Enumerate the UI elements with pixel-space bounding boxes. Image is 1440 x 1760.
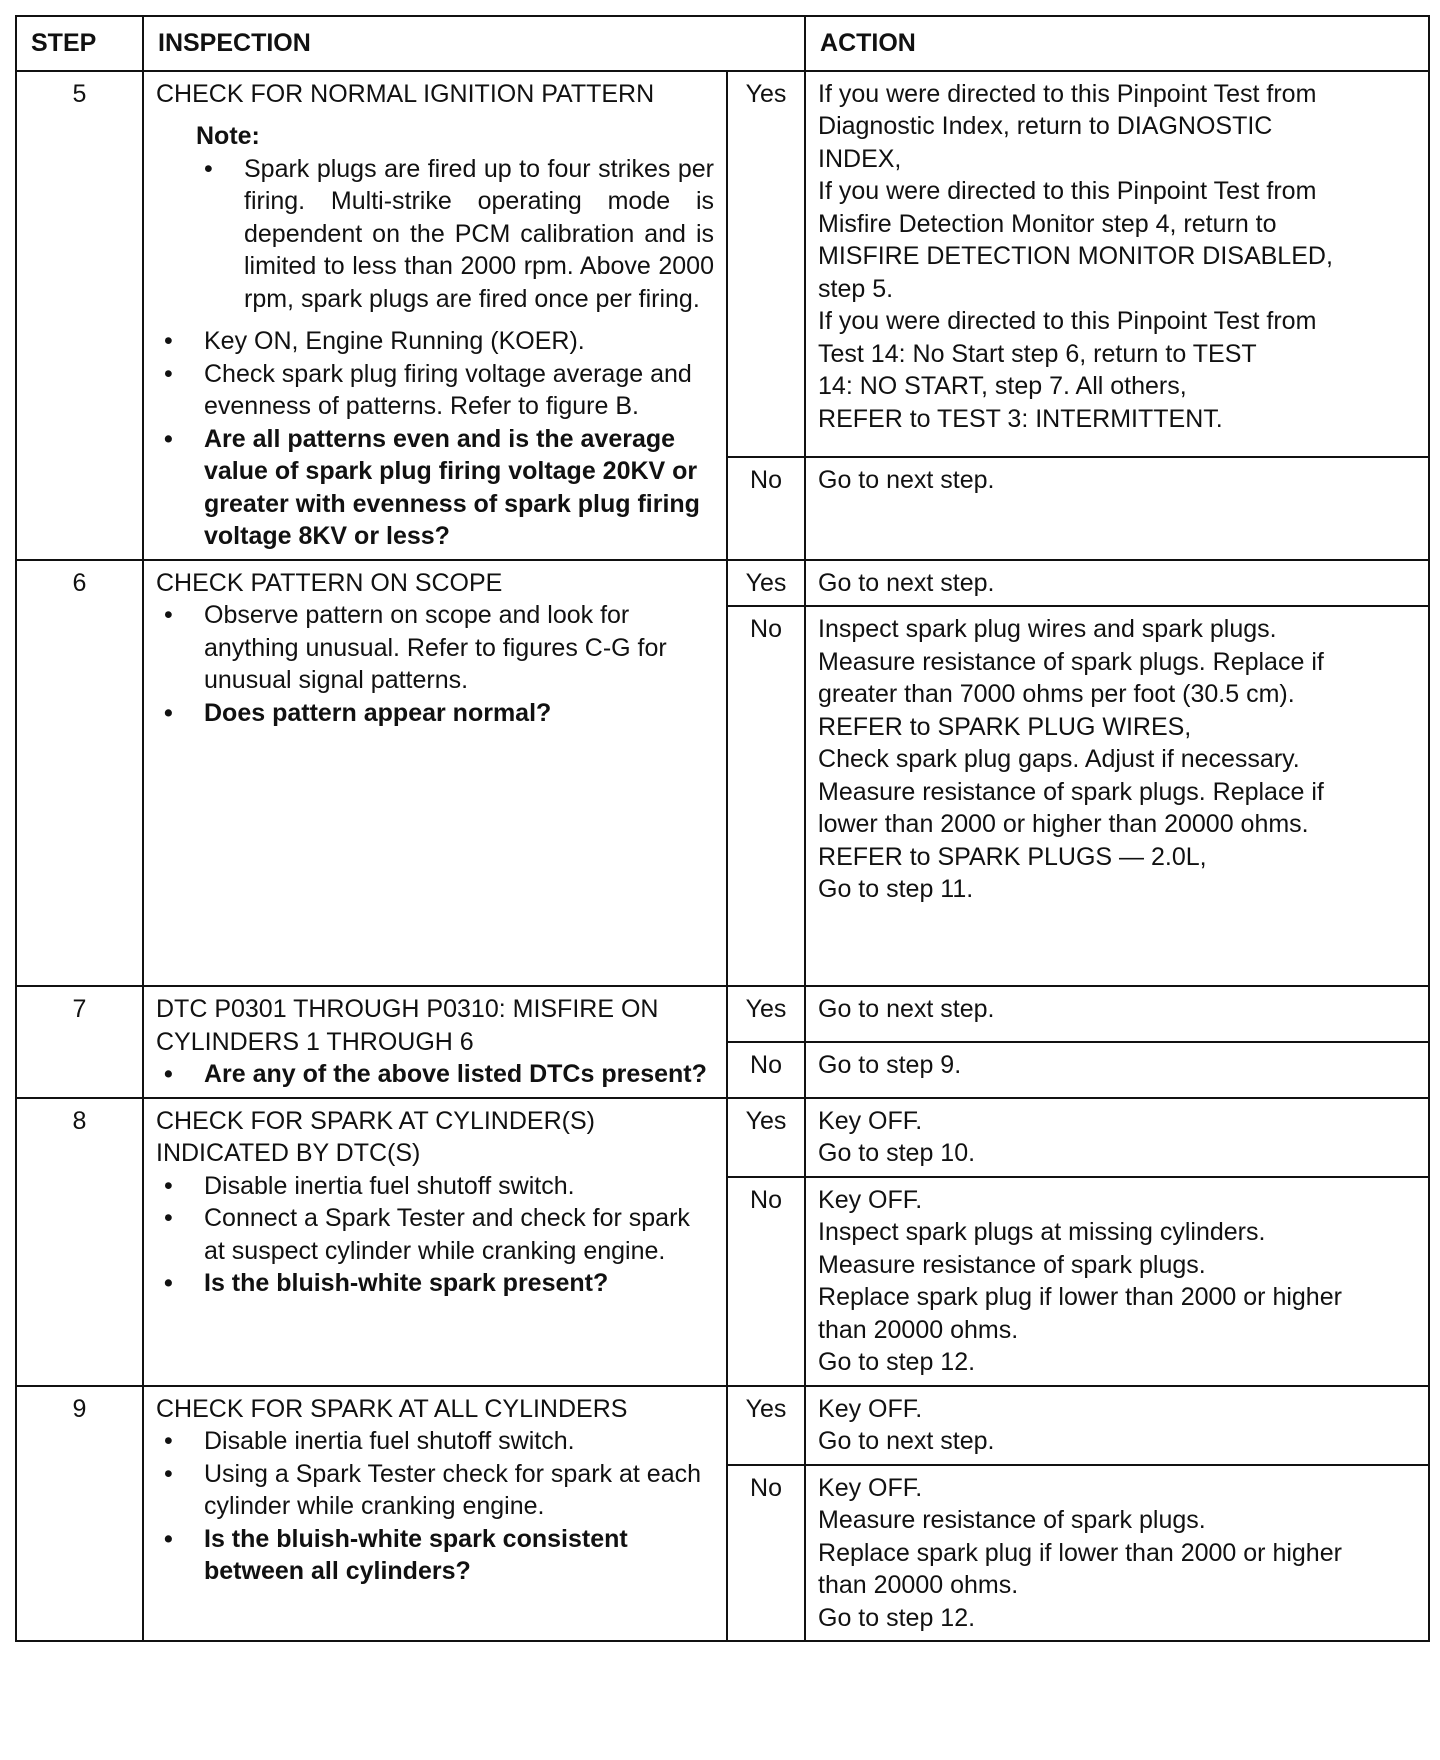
action-line: REFER to SPARK PLUG WIRES, [818, 712, 1192, 741]
step-row-5 [16, 71, 1429, 457]
action-line: Diagnostic Index, return to DIAGNOSTIC [818, 112, 1273, 140]
step-number: 7 [16, 986, 143, 1098]
action-line: step 5. [818, 274, 894, 303]
action-line: Go to step 10. [818, 1139, 976, 1167]
action-line: Go to next step. [818, 995, 995, 1023]
action-line: Replace spark plug if lower than 2000 or higher [818, 1283, 1342, 1311]
bullet-item: • Using a Spark Tester check for spark at each cylinder while cranking engine. [156, 1458, 714, 1523]
action-line: than 20000 ohms. [818, 1571, 1019, 1599]
action-line: Measure resistance of spark plugs. [818, 1250, 1206, 1279]
action-line: Inspect spark plugs at missing cylinders. [818, 1218, 1266, 1246]
yes-label: Yes [727, 1098, 805, 1177]
note-block [196, 120, 714, 315]
yes-action [805, 986, 1429, 1042]
no-action [805, 1177, 1429, 1386]
bullet-item: • Connect a Spark Tester and check for spark at suspect cylinder while cranking engine. [156, 1202, 714, 1267]
yes-action [805, 1386, 1429, 1465]
action-line: If you were directed to this Pinpoint Test from [818, 79, 1317, 108]
inspection-cell [143, 560, 727, 987]
note-text: • Spark plugs are fired up to four strikes per firing. Multi-strike operating mode is dependent on the PCM calibration and is limited to less than 2000 rpm. Above 2000 rpm, spark plugs are fired once per firing. [196, 153, 714, 316]
step-row-7 [16, 986, 1429, 1042]
action-line: Go to next step. [818, 465, 995, 494]
note-list [196, 153, 714, 316]
yes-label: Yes [727, 986, 805, 1042]
inspection-cell [143, 1098, 727, 1386]
inspection-question: • Are any of the above listed DTCs present? [156, 1058, 714, 1091]
action-line: Go to next step. [818, 1427, 995, 1455]
action-line: Go to step 12. [818, 1603, 976, 1632]
inspection-question: • Is the bluish-white spark present? [156, 1267, 714, 1300]
inspection-title: CYLINDERS 1 THROUGH 6 [156, 1027, 474, 1056]
step-row-9 [16, 1386, 1429, 1465]
action-line: Key OFF. [818, 1394, 923, 1423]
action-line: than 20000 ohms. [818, 1315, 1019, 1344]
action-line: Measure resistance of spark plugs. Replace if [818, 647, 1324, 676]
action-line: Inspect spark plug wires and spark plugs. [818, 615, 1277, 643]
header-row [16, 16, 1429, 71]
step-row-6 [16, 560, 1429, 607]
action-line: REFER to TEST 3: INTERMITTENT. [818, 404, 1223, 433]
step-number: 5 [16, 71, 143, 560]
action-line: Misfire Detection Monitor step 4, return to [818, 209, 1277, 238]
action-line: If you were directed to this Pinpoint Test from [818, 307, 1317, 335]
inspection-bullets [156, 1058, 714, 1091]
bullet-item: • Observe pattern on scope and look for anything unusual. Refer to figures C-G for unusual signal patterns. [156, 599, 714, 697]
yes-action [805, 71, 1429, 457]
inspection-title: CHECK FOR SPARK AT ALL CYLINDERS [156, 1394, 628, 1423]
action-line: If you were directed to this Pinpoint Test from [818, 177, 1317, 205]
inspection-bullets [156, 1170, 714, 1300]
action-line: lower than 2000 or higher than 20000 ohms. [818, 810, 1309, 838]
step-number: 8 [16, 1098, 143, 1386]
inspection-title: CHECK FOR SPARK AT CYLINDER(S) [156, 1106, 595, 1135]
yes-label: Yes [727, 71, 805, 457]
no-label: No [727, 1465, 805, 1642]
no-label: No [727, 606, 805, 986]
no-action [805, 1042, 1429, 1098]
no-label: No [727, 1177, 805, 1386]
action-line: REFER to SPARK PLUGS — 2.0L, [818, 842, 1207, 871]
no-action [805, 457, 1429, 560]
action-line: INDEX, [818, 144, 902, 173]
action-line: 14: NO START, step 7. All others, [818, 372, 1187, 400]
inspection-title: DTC P0301 THROUGH P0310: MISFIRE ON [156, 995, 659, 1023]
inspection-title: INDICATED BY DTC(S) [156, 1139, 421, 1167]
yes-action [805, 1098, 1429, 1177]
inspection-cell [143, 986, 727, 1098]
inspection-cell [143, 1386, 727, 1642]
action-line: Replace spark plug if lower than 2000 or higher [818, 1538, 1342, 1567]
diagnostic-table [15, 15, 1430, 1642]
action-line: Go to step 12. [818, 1348, 976, 1376]
no-label: No [727, 457, 805, 560]
bullet-item: • Disable inertia fuel shutoff switch. [156, 1170, 714, 1203]
step-number: 9 [16, 1386, 143, 1642]
action-line: Key OFF. [818, 1185, 923, 1214]
inspection-question: • Does pattern appear normal? [156, 697, 714, 730]
action-line: Measure resistance of spark plugs. Replace if [818, 777, 1324, 806]
inspection-title: CHECK PATTERN ON SCOPE [156, 568, 503, 597]
inspection-title: CHECK FOR NORMAL IGNITION PATTERN [156, 79, 655, 108]
step-header: STEP [16, 16, 143, 71]
action-line: MISFIRE DETECTION MONITOR DISABLED, [818, 242, 1333, 270]
note-label: Note: [196, 122, 260, 150]
yes-action [805, 560, 1429, 607]
action-line: Measure resistance of spark plugs. [818, 1506, 1206, 1534]
inspection-bullets [156, 325, 714, 553]
yes-label: Yes [727, 1386, 805, 1465]
action-line: Check spark plug gaps. Adjust if necessary. [818, 745, 1300, 773]
action-line: Go to step 11. [818, 875, 974, 903]
action-line: Go to step 9. [818, 1050, 962, 1079]
action-header: ACTION [805, 16, 1429, 71]
yes-label: Yes [727, 560, 805, 607]
inspection-bullets [156, 599, 714, 729]
inspection-header: INSPECTION [143, 16, 805, 71]
no-label: No [727, 1042, 805, 1098]
inspection-cell [143, 71, 727, 560]
step-row-8 [16, 1098, 1429, 1177]
inspection-bullets [156, 1425, 714, 1588]
action-line: Key OFF. [818, 1473, 923, 1502]
action-line: Go to next step. [818, 568, 995, 597]
step-number: 6 [16, 560, 143, 987]
inspection-question: • Are all patterns even and is the average value of spark plug firing voltage 20KV or greater with evenness of spark plug firing voltage 8KV or less? [156, 423, 714, 553]
inspection-question: • Is the bluish-white spark consistent between all cylinders? [156, 1523, 714, 1588]
no-action [805, 1465, 1429, 1642]
action-line: Key OFF. [818, 1106, 923, 1135]
bullet-item: • Disable inertia fuel shutoff switch. [156, 1425, 714, 1458]
action-line: greater than 7000 ohms per foot (30.5 cm). [818, 680, 1295, 708]
no-action [805, 606, 1429, 986]
action-line: Test 14: No Start step 6, return to TEST [818, 339, 1257, 368]
bullet-item: • Key ON, Engine Running (KOER). [156, 325, 714, 358]
bullet-item: • Check spark plug firing voltage average and evenness of patterns. Refer to figure B. [156, 358, 714, 423]
